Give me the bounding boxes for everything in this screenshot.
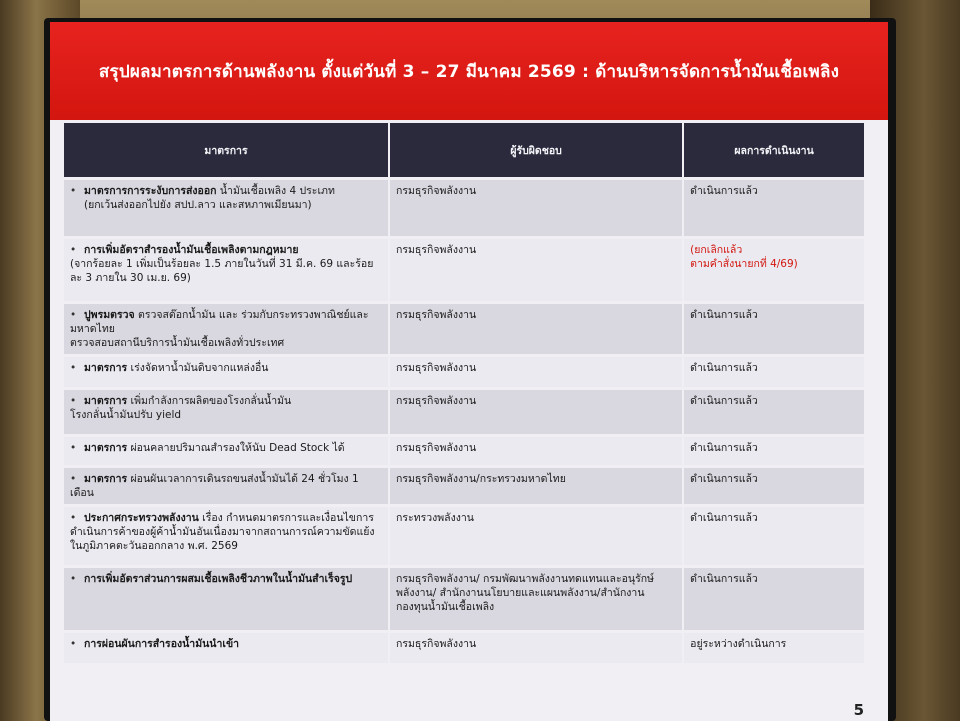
bullet-icon: •: [70, 473, 77, 485]
owner-cell: กรมธุรกิจพลังงาน/ กรมพัฒนาพลังงานทดแทนและอนุรักษ์พลังงาน/ สำนักงานนโยบายและแผนพลังงาน/สำนักงานกองทุนน้ำมันเชื้อเพลิง: [390, 568, 684, 630]
table-row: [64, 304, 864, 354]
bullet-icon: •: [70, 185, 77, 197]
result-cell: ดำเนินการแล้ว: [684, 507, 864, 565]
measure-cell: • มาตรการการระงับการส่งออก น้ำมันเชื้อเพลิง 4 ประเภท (ยกเว้นส่งออกไปยัง สปป.ลาว และสหภาพเมียนมา): [64, 180, 390, 236]
header-result: ผลการดำเนินงาน: [684, 123, 864, 177]
result-cell: ดำเนินการแล้ว: [684, 357, 864, 387]
owner-cell: กรมธุรกิจพลังงาน: [390, 357, 684, 387]
result-cell: อยู่ระหว่างดำเนินการ: [684, 633, 864, 663]
table-row: [64, 468, 864, 504]
table-row: [64, 633, 864, 663]
measure-cell: • การเพิ่มอัตราส่วนการผสมเชื้อเพลิงชีวภาพในน้ำมันสำเร็จรูป: [64, 568, 390, 630]
bullet-icon: •: [70, 309, 77, 321]
owner-cell: กรมธุรกิจพลังงาน: [390, 180, 684, 236]
table-row: [64, 568, 864, 630]
table-row: [64, 239, 864, 301]
presentation-slide: [50, 22, 888, 721]
bullet-icon: •: [70, 512, 77, 524]
bullet-icon: •: [70, 395, 77, 407]
measure-cell: • มาตรการ ผ่อนคลายปริมาณสำรองให้นับ Dead Stock ได้: [64, 437, 390, 465]
result-cell: ดำเนินการแล้ว: [684, 568, 864, 630]
table-row: [64, 357, 864, 387]
result-cell: (ยกเลิกแล้ว ตามคำสั่งนายกที่ 4/69): [684, 239, 864, 301]
result-cell: ดำเนินการแล้ว: [684, 437, 864, 465]
measure-cell: • มาตรการ เร่งจัดหาน้ำมันดิบจากแหล่งอื่น: [64, 357, 390, 387]
table-row: [64, 507, 864, 565]
slide-title: สรุปผลมาตรการด้านพลังงาน ตั้งแต่วันที่ 3 – 27 มีนาคม 2569 : ด้านบริหารจัดการน้ำมันเชื้อเพลิง: [98, 61, 840, 82]
owner-cell: กระทรวงพลังงาน: [390, 507, 684, 565]
table-row: [64, 390, 864, 434]
measure-cell: • ปูพรมตรวจ ตรวจสต๊อกน้ำมัน และ ร่วมกับกระทรวงพาณิชย์และมหาดไทย ตรวจสอบสถานีบริการน้ำมันเชื้อเพลิงทั่วประเทศ: [64, 304, 390, 354]
owner-cell: กรมธุรกิจพลังงาน: [390, 304, 684, 354]
owner-cell: กรมธุรกิจพลังงาน: [390, 239, 684, 301]
page-number: 5: [853, 701, 864, 719]
table-row: [64, 180, 864, 236]
measure-cell: • มาตรการ ผ่อนผันเวลาการเดินรถขนส่งน้ำมันได้ 24 ชั่วโมง 1 เดือน: [64, 468, 390, 504]
owner-cell: กรมธุรกิจพลังงาน/กระทรวงมหาดไทย: [390, 468, 684, 504]
bullet-icon: •: [70, 244, 77, 256]
measure-cell: • การผ่อนผันการสำรองน้ำมันนำเข้า: [64, 633, 390, 663]
owner-cell: กรมธุรกิจพลังงาน: [390, 390, 684, 434]
bullet-icon: •: [70, 362, 77, 374]
table-row: [64, 437, 864, 465]
result-cell: ดำเนินการแล้ว: [684, 180, 864, 236]
bullet-icon: •: [70, 638, 77, 650]
bullet-icon: •: [70, 573, 77, 585]
owner-cell: กรมธุรกิจพลังงาน: [390, 437, 684, 465]
result-cell: ดำเนินการแล้ว: [684, 390, 864, 434]
table-header-row: [64, 123, 864, 177]
result-cell: ดำเนินการแล้ว: [684, 304, 864, 354]
slide-title-bar: [50, 22, 888, 120]
measures-table: [64, 120, 864, 666]
header-measure: มาตรการ: [64, 123, 390, 177]
measures-table-container: [64, 120, 864, 692]
measure-cell: • ประกาศกระทรวงพลังงาน เรื่อง กำหนดมาตรการและเงื่อนไขการดำเนินการค้าของผู้ค้าน้ำมันอันเนื่องมาจากสถานการณ์ความขัดแย้งในภูมิภาคตะวันออกกลาง พ.ศ. 2569: [64, 507, 390, 565]
measure-cell: • มาตรการ เพิ่มกำลังการผลิตของโรงกลั่นน้ำมัน โรงกลั่นน้ำมันปรับ yield: [64, 390, 390, 434]
header-owner: ผู้รับผิดชอบ: [390, 123, 684, 177]
measure-cell: • การเพิ่มอัตราสำรองน้ำมันเชื้อเพลิงตามกฎหมาย (จากร้อยละ 1 เพิ่มเป็นร้อยละ 1.5 ภายในวันที่ 31 มี.ค. 69 และร้อยละ 3 ภายใน 30 เม.ย. 69): [64, 239, 390, 301]
result-cell: ดำเนินการแล้ว: [684, 468, 864, 504]
bullet-icon: •: [70, 442, 77, 454]
owner-cell: กรมธุรกิจพลังงาน: [390, 633, 684, 663]
